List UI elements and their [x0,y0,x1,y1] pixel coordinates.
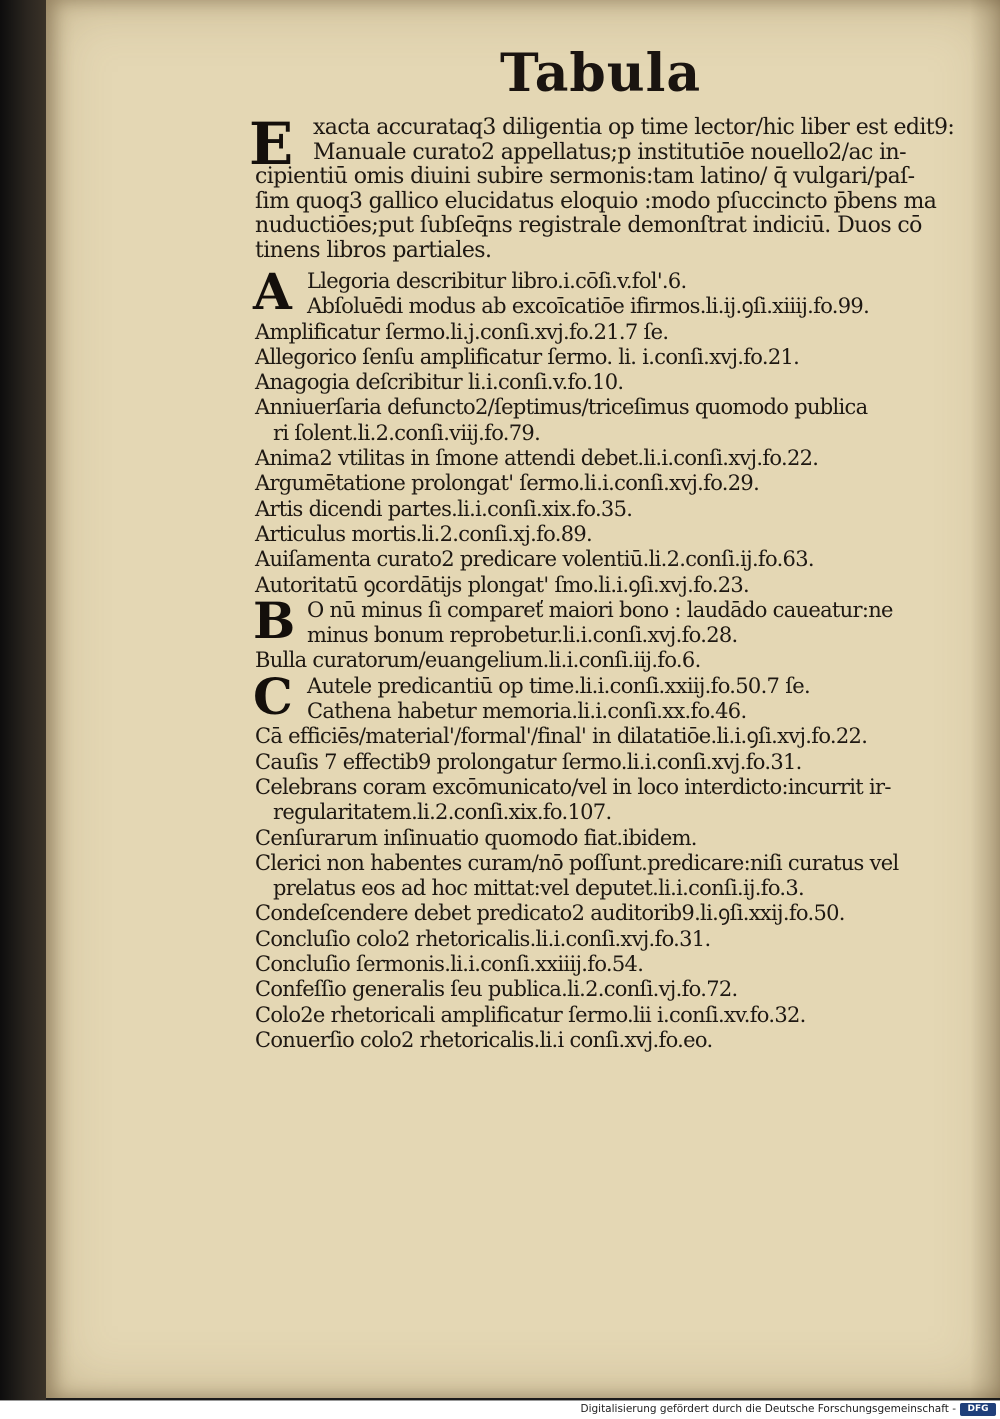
intro-line: ſim quoq3 gallico elucidatus eloquio :modo pſuccincto p̄bens ma [255,188,937,214]
index-sections [253,262,955,1053]
intro-line: nuductiōes;put ſubſeq̄ns registrale demonſtrat indiciū. Duos cō [255,213,922,238]
intro-line: tinens libros partiales. [255,237,492,263]
index-entry: regularitatem.li.2.conſi.xix.fo.107. [273,800,612,825]
book-gutter [0,0,46,1400]
index-entry: Articulus mortis.li.2.conſi.xj.fo.89. [255,521,593,546]
page-title: Tabula [500,43,702,104]
intro-initial: E [249,110,294,178]
intro-line: cipientiū omis diuini subire sermonis:tam latino/ q̄ vulgari/paſ- [255,164,915,189]
index-entry: Colo2e rhetoricali amplificatur ſermo.lii i.conſi.xv.fo.32. [255,1002,806,1027]
index-entry: Autoritatū ꝯcordātijs plongat' ſmo.li.i.ꝯſi.xvj.fo.23. [255,572,749,597]
intro-line: xacta accurataq3 diligentia op time lector/hic liber est edit9: [313,115,955,140]
index-entry: Concluſio colo2 rhetoricalis.li.i.conſi.xvj.fo.31. [255,926,711,951]
footer-bar [0,1400,1000,1419]
index-entry: Allegorico ſenſu amplificatur ſermo. li. i.conſi.xvj.fo.21. [255,344,800,369]
intro-lines [255,116,955,263]
index-entry: Anniuerſaria defuncto2/ſeptimus/triceſimus quomodo publica [255,395,868,420]
intro-paragraph [249,110,955,263]
index-entry: minus bonum reprobetur.li.i.conſi.xvj.fo.28. [307,623,738,648]
index-entry: Autele predicantiū op time.li.i.conſi.xxiij.fo.50.7 ſe. [307,673,810,698]
index-section [253,590,955,674]
index-entry: Anima2 vtilitas in ſmone attendi debet.li.i.conſi.xvj.fo.22. [255,446,819,471]
index-entry: Clerici non habentes curam/nō poſſunt.predicare:niſi curatus vel [255,850,899,875]
section-initial: B [253,590,296,650]
index-entry: Artis dicendi partes.li.i.conſi.xix.fo.35. [255,496,633,521]
dfg-logo: DFG [960,1403,996,1416]
index-entry: Confeſſio generalis ſeu publica.li.2.conſi.vj.fo.72. [255,977,738,1002]
index-text-block [249,110,955,1053]
index-entry: Abſoluēdi modus ab excoīcatiōe ifirmos.li.ij.ꝯſi.xiiij.fo.99. [307,294,870,319]
index-entry: Bulla curatorum/euangelium.li.i.conſi.iij.fo.6. [255,648,701,673]
footer-credit: Digitalisierung gefördert durch die Deutsche Forschungsgemeinschaft - [580,1403,956,1415]
section-initial: C [253,666,293,726]
index-entry: Celebrans coram excōmunicato/vel in loco interdicto:incurrit ir- [255,774,891,799]
index-entry: Cenſurarum inſinuatio quomodo fiat.ibidem. [255,825,697,850]
index-entry: Anagogia deſcribitur li.i.conſi.v.fo.10. [255,370,624,395]
index-entry: Llegoria describitur libro.i.cōſi.v.fol'.6. [307,269,687,293]
index-entry: Condeſcendere debet predicato2 auditorib9.li.ꝯſi.xxij.fo.50. [255,901,845,926]
index-entry: Cā efficiēs/material'/formal'/final' in dilatatiōe.li.i.ꝯſi.xvj.fo.22. [255,724,868,749]
index-entry: Conuerſio colo2 rhetoricalis.li.i conſi.xvj.fo.eo. [255,1027,713,1052]
index-entry: Concluſio ſermonis.li.i.conſi.xxiiij.fo.54. [255,952,644,977]
page-edge-shading [970,0,1000,1398]
index-entry: Argumētatione prolongat' ſermo.li.i.conſi.xvj.fo.29. [255,471,760,496]
section-initial: A [253,262,292,321]
index-entry: Amplificatur ſermo.li.j.conſi.xvj.fo.21.7 ſe. [255,319,669,344]
index-entry: O nū minus ſi compareť maiori bono : laudādo caueatur:ne [307,597,893,622]
index-entry: Cathena habetur memoria.li.i.conſi.xx.fo.46. [307,699,747,724]
index-entry: Auiſamenta curato2 predicare volentiū.li.2.conſi.ij.fo.63. [255,547,814,572]
index-entry: Cauſis 7 effectib9 prolongatur ſermo.li.i.conſi.xvj.fo.31. [255,749,802,774]
index-entry: ri ſolent.li.2.conſi.viij.fo.79. [273,420,541,445]
index-section [253,666,955,1053]
index-entry: prelatus eos ad hoc mittat:vel deputet.li.i.conſi.ij.fo.3. [273,876,805,901]
index-section [253,262,955,598]
intro-line: Manuale curato2 appellatus;p institutiōe nouello2/ac in- [313,139,906,165]
